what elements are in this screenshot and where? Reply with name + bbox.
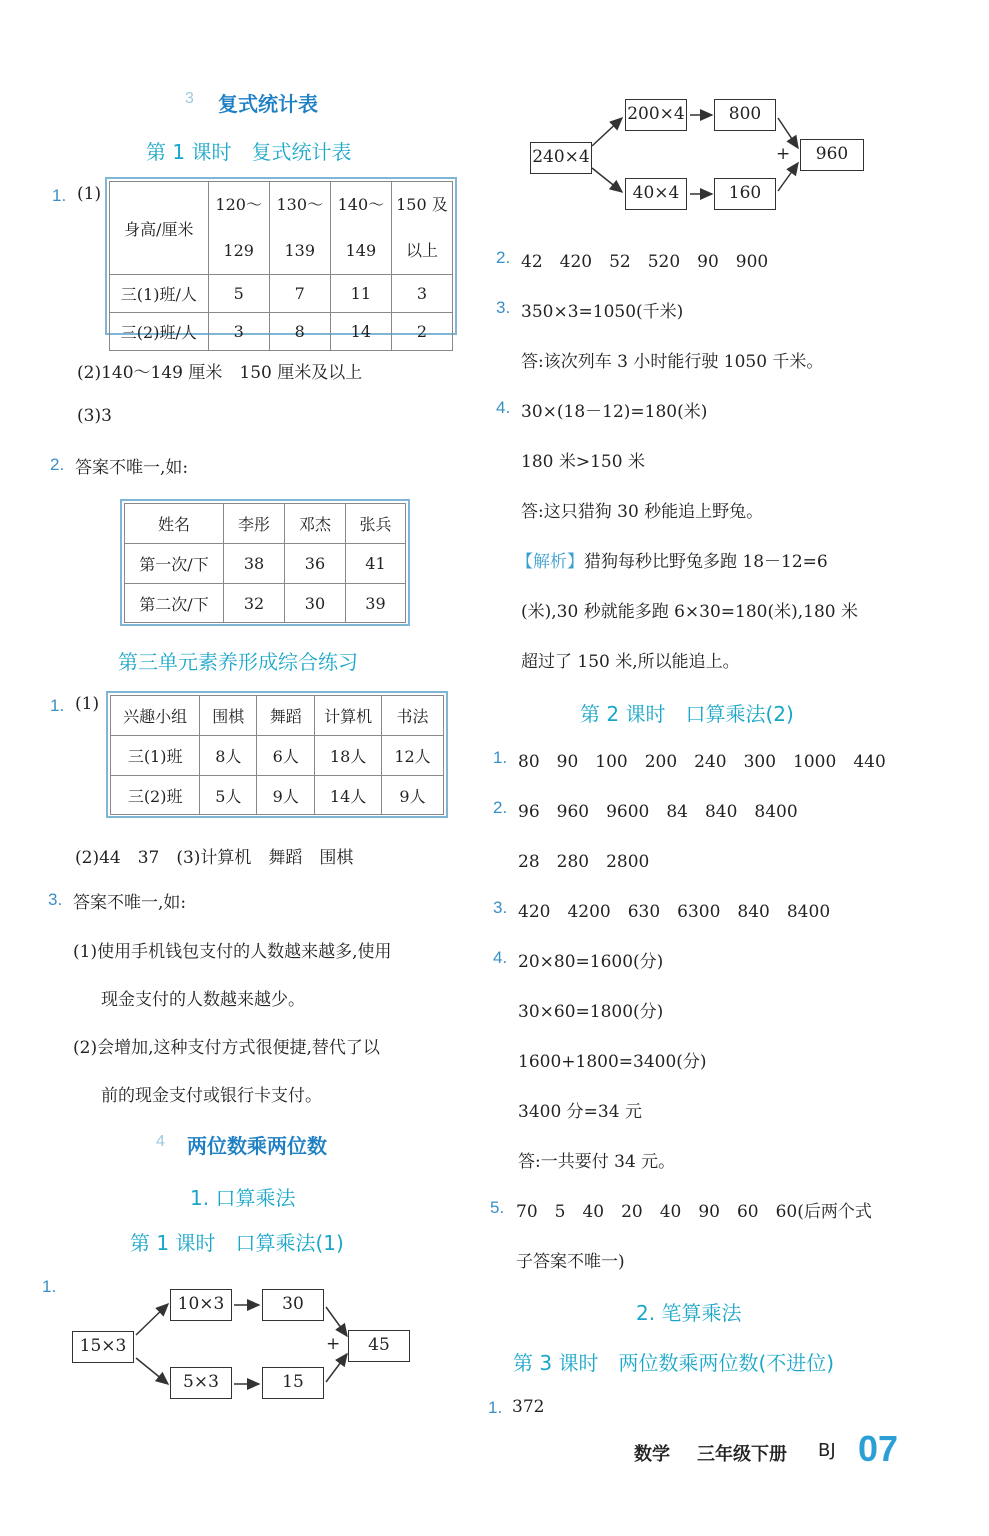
table1-header-label: 身高/厘米: [110, 182, 209, 275]
r-q3-answer: 答:该次列车 3 小时能行驶 1050 千米。: [521, 352, 824, 372]
q1-number: 1.: [52, 186, 67, 205]
r-a3-number: 3.: [493, 898, 508, 917]
r-q4-number: 4.: [496, 398, 511, 417]
lesson1-title: 第 1 课时 复式统计表: [146, 140, 352, 164]
header-cell: 舞蹈: [257, 696, 315, 736]
cell: 9人: [257, 776, 315, 815]
q1-part2-answer: (2)140～149 厘米 150 厘米及以上: [77, 363, 363, 383]
q1-part3-answer: (3)3: [77, 406, 112, 426]
diagram1-plus: +: [326, 1334, 341, 1354]
header-cell: 邓杰: [284, 504, 345, 544]
q1-part-label: (1): [77, 184, 102, 204]
diagram2-top-box: 200×4: [625, 99, 687, 131]
cell: 32: [224, 584, 285, 623]
arrow: [326, 1354, 347, 1382]
r-a4-line4: 3400 分=34 元: [518, 1102, 642, 1122]
lesson1b-title: 第 1 课时 口算乘法(1): [130, 1231, 344, 1255]
diagram2-top-result-box: 800: [714, 99, 776, 131]
table-row: [111, 736, 444, 776]
diagram2-plus: +: [776, 144, 791, 164]
r-a4-answer: 答:一共要付 34 元。: [518, 1152, 676, 1172]
table-row: [111, 776, 444, 815]
arrow: [136, 1358, 168, 1384]
p1-part-label: (1): [75, 694, 100, 714]
r-a2-line1: 96 960 9600 84 840 8400: [518, 802, 798, 822]
r-b1-number: 1.: [488, 1398, 503, 1417]
diagram2-bottom-box: 40×4: [625, 178, 687, 210]
diagram2-sum-box: 960: [800, 139, 864, 171]
analysis-tag: 【解析】: [516, 552, 584, 572]
r-q4-line2: 180 米>150 米: [521, 452, 645, 472]
cell: 3: [391, 275, 452, 313]
row-label: 第一次/下: [125, 544, 224, 584]
cell: 30: [284, 584, 345, 623]
cell: 14人: [315, 776, 382, 815]
p3-answer-2a: (2)会增加,这种支付方式很便捷,替代了以: [73, 1038, 380, 1058]
cell: 8人: [200, 736, 257, 776]
row-label: 三(2)班/人: [110, 313, 209, 351]
cell: 36: [284, 544, 345, 584]
r-a1-text: 80 90 100 200 240 300 1000 440: [518, 752, 886, 772]
header-cell: 计算机: [315, 696, 382, 736]
header-cell: 张兵: [345, 504, 405, 544]
height-stats-table: [109, 181, 453, 351]
r-q4-explain-line3: 超过了 150 米,所以能追上。: [521, 652, 740, 672]
practice-title: 第三单元素养形成综合练习: [118, 650, 358, 674]
cell: 18人: [315, 736, 382, 776]
diagram1-bottom-box: 5×3: [170, 1367, 232, 1399]
diagram1-number: 1.: [42, 1277, 57, 1296]
unit3-title: 复式统计表: [218, 92, 318, 116]
arrow: [592, 168, 622, 192]
header-cell: 李彤: [224, 504, 285, 544]
section1-title: 1. 口算乘法: [190, 1186, 296, 1210]
r-q3-text: 350×3=1050(千米): [521, 302, 684, 322]
r-a4-line1: 20×80=1600(分): [518, 952, 664, 972]
unit3-number: 3: [185, 90, 194, 107]
diagram1-top-result-box: 30: [262, 1289, 324, 1321]
q2-text: 答案不唯一,如:: [75, 458, 189, 478]
footer-edition: BJ: [818, 1440, 836, 1461]
diagram2-bottom-result-box: 160: [714, 178, 776, 210]
diagram1-bottom-result-box: 15: [262, 1367, 324, 1399]
p1-number: 1.: [50, 696, 65, 715]
r-q4-answer: 答:这只猎狗 30 秒能追上野兔。: [521, 502, 764, 522]
lesson2-title: 第 2 课时 口算乘法(2): [580, 702, 794, 726]
row-label: 三(2)班: [111, 776, 200, 815]
lesson3-title: 第 3 课时 两位数乘两位数(不进位): [513, 1351, 835, 1375]
section2-title: 2. 笔算乘法: [636, 1301, 742, 1325]
cell: 11: [330, 275, 391, 313]
r-a4-line2: 30×60=1800(分): [518, 1002, 664, 1022]
jump-count-table: [124, 503, 406, 623]
row-label: 三(1)班: [111, 736, 200, 776]
header-cell: 姓名: [125, 504, 224, 544]
table-header-row: [111, 696, 444, 736]
diagram2-start-box: 240×4: [530, 142, 592, 174]
cell: 14: [330, 313, 391, 351]
table-row: [110, 275, 453, 313]
header-cell: 书法: [382, 696, 444, 736]
cell: 41: [345, 544, 405, 584]
p3-answer-2b: 前的现金支付或银行卡支付。: [101, 1086, 322, 1106]
r-a4-number: 4.: [493, 948, 508, 967]
table-row: [125, 544, 406, 584]
cell: 39: [345, 584, 405, 623]
r-b1-text: 372: [512, 1397, 545, 1417]
arrow: [136, 1304, 168, 1335]
p1-line2: (2)44 37 (3)计算机 舞蹈 围棋: [75, 848, 354, 868]
row-label: 第二次/下: [125, 584, 224, 623]
diagram1-start-box: 15×3: [72, 1331, 134, 1363]
arrow: [778, 163, 798, 191]
q2-number: 2.: [50, 455, 65, 474]
cell: 2: [391, 313, 452, 351]
diagram1-top-box: 10×3: [170, 1289, 232, 1321]
footer-subject: 数学: [634, 1444, 670, 1465]
r-q2-number: 2.: [496, 248, 511, 267]
r-a3-text: 420 4200 630 6300 840 8400: [518, 902, 831, 922]
r-a2-line2: 28 280 2800: [518, 852, 650, 872]
cell: 5人: [200, 776, 257, 815]
cell: 7: [269, 275, 330, 313]
table-row: [110, 313, 453, 351]
r-a5-line2: 子答案不唯一): [516, 1252, 625, 1272]
cell: 9人: [382, 776, 444, 815]
row-label: 三(1)班/人: [110, 275, 209, 313]
cell: 38: [224, 544, 285, 584]
r-q4-explain-line1: [516, 547, 828, 572]
cell: 8: [269, 313, 330, 351]
header-cell: 围棋: [200, 696, 257, 736]
unit4-number: 4: [156, 1133, 165, 1150]
arrow: [326, 1307, 347, 1336]
r-a1-number: 1.: [493, 748, 508, 767]
r-q2-text: 42 420 52 520 90 900: [521, 252, 769, 272]
table1-col-3: 140～ 149: [330, 182, 391, 275]
cell: 12人: [382, 736, 444, 776]
cell: 6人: [257, 736, 315, 776]
page-number: 07: [858, 1428, 899, 1469]
r-a4-line3: 1600+1800=3400(分): [518, 1052, 707, 1072]
cell: 5: [208, 275, 269, 313]
interest-group-table: [110, 695, 444, 815]
unit4-title: 两位数乘两位数: [187, 1134, 327, 1158]
r-a5-number: 5.: [490, 1198, 505, 1217]
r-a5-line1: 70 5 40 20 40 90 60 60(后两个式: [516, 1202, 872, 1222]
cell: 3: [208, 313, 269, 351]
table1-col-4: 150 及 以上: [391, 182, 452, 275]
footer-grade: 三年级下册: [697, 1444, 787, 1465]
r-a2-number: 2.: [493, 798, 508, 817]
arrow: [592, 118, 622, 146]
r-q4-explain-line2: (米),30 秒就能多跑 6×30=180(米),180 米: [521, 602, 859, 622]
table1-col-1: 120～ 129: [208, 182, 269, 275]
r-q4-line1: 30×(18－12)=180(米): [521, 402, 708, 422]
p3-text: 答案不唯一,如:: [73, 893, 187, 913]
table1-col-2: 130～ 139: [269, 182, 330, 275]
header-cell: 兴趣小组: [111, 696, 200, 736]
diagram1-sum-box: 45: [348, 1330, 410, 1362]
r-q3-number: 3.: [496, 298, 511, 317]
table-header-row: [125, 504, 406, 544]
p3-number: 3.: [48, 890, 63, 909]
p3-answer-1b: 现金支付的人数越来越少。: [101, 990, 305, 1010]
explain-text: 猎狗每秒比野兔多跑 18－12=6: [584, 552, 828, 572]
p3-answer-1a: (1)使用手机钱包支付的人数越来越多,使用: [73, 942, 392, 962]
table-row: [125, 584, 406, 623]
